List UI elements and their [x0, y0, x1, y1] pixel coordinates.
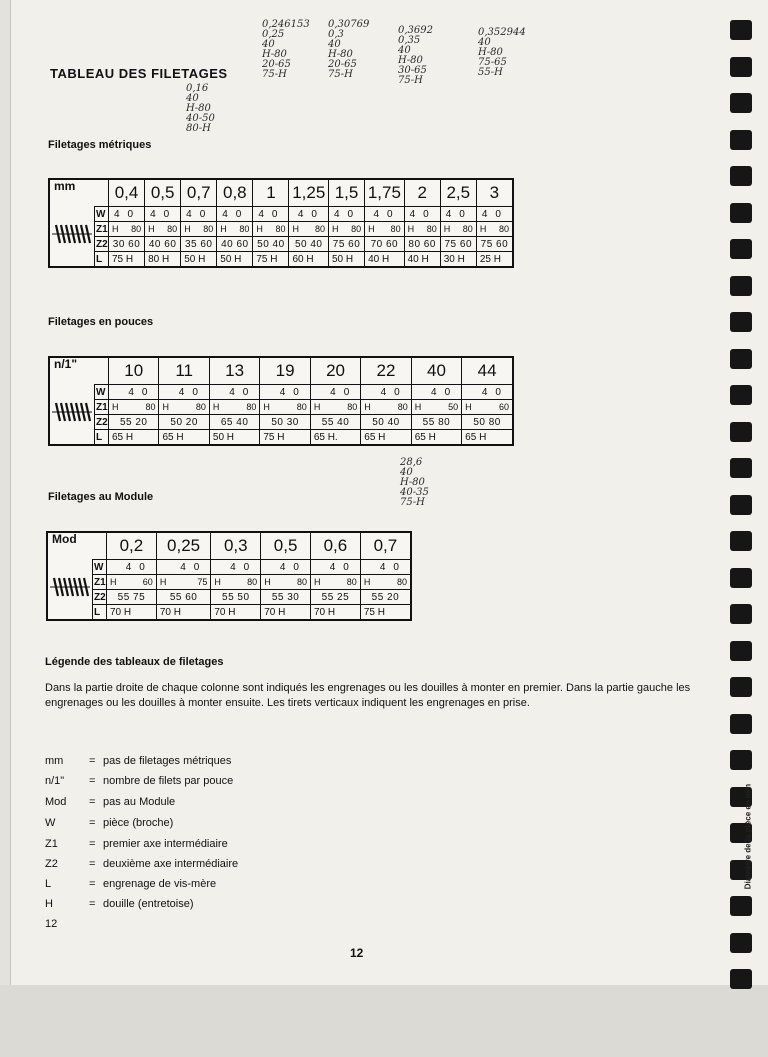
legend-key: W [45, 817, 56, 829]
gear-cell: 75 60 [440, 237, 476, 252]
handwritten-line: 0,352944 [478, 27, 526, 38]
handwritten-line: 40 [328, 39, 341, 50]
binding-coil [730, 349, 752, 369]
binding-coil [730, 422, 752, 442]
gear-cell: 25 H [476, 252, 513, 268]
handwritten-line: 0,25 [262, 29, 285, 40]
gear-value: 80 [397, 401, 408, 412]
handwritten-line: H-80 [328, 49, 353, 60]
pitch-header: 0,7 [360, 532, 411, 560]
gear-value: 80 [296, 401, 307, 412]
gear-cell [404, 222, 440, 237]
spacer-h: H [414, 401, 422, 412]
gear-cell: 55 25 [311, 590, 361, 605]
handwritten-line: 80-H [186, 123, 211, 134]
handwritten-note-5 [186, 84, 215, 134]
side-caption-text: Diamètre de la pièce en mm [743, 783, 753, 890]
gear-cell: 40 60 [145, 237, 181, 252]
gear-cell [217, 222, 253, 237]
unit-label: Mod [47, 532, 107, 560]
gear-cell: 40 [156, 560, 211, 575]
row-label: L [95, 252, 109, 268]
gear-cell: 55 20 [360, 590, 411, 605]
handwritten-line: H-80 [186, 103, 211, 114]
gear-cell [159, 400, 209, 415]
module-table [46, 531, 412, 621]
gear-value: 80 [203, 223, 214, 234]
pitch-header: 10 [109, 357, 159, 385]
gear-cell [462, 400, 513, 415]
gear-cell: 40 [261, 560, 311, 575]
gear-cell: 50 40 [361, 415, 411, 430]
pitch-header: 20 [310, 357, 360, 385]
gear-cell: 50 40 [253, 237, 289, 252]
gear-cell [181, 222, 217, 237]
legend-key: n/1" [45, 775, 65, 787]
binding-coil [730, 969, 752, 989]
pitch-header: 22 [361, 357, 411, 385]
side-caption [738, 740, 754, 940]
gear-value: 80 [314, 223, 325, 234]
row-label: Z2 [96, 238, 108, 250]
spacer-h: H [443, 223, 451, 234]
scan-bottom-band [0, 985, 768, 1057]
gear-cell [211, 575, 261, 590]
handwritten-line: 0,30769 [328, 19, 370, 30]
gear-value: 80 [239, 223, 250, 234]
gear-cell [365, 222, 405, 237]
pitch-header: 3 [476, 179, 513, 207]
binding-coil [730, 93, 752, 113]
pitch-header: 11 [159, 357, 209, 385]
spacer-h: H [184, 223, 191, 234]
handwritten-line: 30-65 [398, 65, 427, 76]
gear-cell: 40 60 [217, 237, 253, 252]
pitch-header: 0,4 [109, 179, 145, 207]
pitch-header: 13 [209, 357, 259, 385]
pitch-header: 0,3 [211, 532, 261, 560]
gear-cell: 70 H [156, 605, 211, 621]
gear-cell: 65 40 [209, 415, 259, 430]
legend-value: deuxième axe intermédiaire [103, 858, 239, 870]
gear-cell: 40 [159, 385, 209, 400]
pitch-header: 0,5 [261, 532, 311, 560]
gear-cell: 70 H [311, 605, 361, 621]
page-edge [0, 0, 11, 1057]
spacer-h: H [112, 223, 119, 234]
gear-cell: 40 [365, 207, 405, 222]
spacer-h: H [332, 223, 339, 234]
legend-equals: = [89, 838, 96, 850]
gear-cell: 40 H [365, 252, 405, 268]
gear-cell: 55 60 [156, 590, 211, 605]
gear-cell [209, 400, 259, 415]
gear-cell: 80 H [145, 252, 181, 268]
handwritten-line: 75-65 [478, 57, 507, 68]
gear-cell: 40 [181, 207, 217, 222]
pitch-header: 1,75 [365, 179, 405, 207]
binding-coil [730, 57, 752, 77]
gear-cell: 65 H [361, 430, 411, 446]
handwritten-line: 40 [478, 37, 491, 48]
gear-cell: 30 60 [109, 237, 145, 252]
gear-cell: 40 H [404, 252, 440, 268]
pitch-header: 44 [462, 357, 513, 385]
spacer-h: H [110, 576, 117, 587]
pitch-header: 1,25 [289, 179, 329, 207]
row-label: Z2 [96, 416, 108, 428]
unit-label: n/1" [49, 357, 109, 385]
legend-heading: Légende des tableaux de filetages [45, 656, 224, 668]
handwritten-note-1 [262, 20, 310, 80]
binding-coil [730, 239, 752, 259]
legend-key: L [45, 878, 52, 890]
gear-cell [261, 575, 311, 590]
gear-cell: 55 20 [109, 415, 159, 430]
gear-cell [253, 222, 289, 237]
pitch-header: 1,5 [329, 179, 365, 207]
handwritten-line: 0,3692 [398, 25, 433, 36]
thread-spring-icon [47, 560, 93, 621]
pitch-header: 0,7 [181, 179, 217, 207]
gear-value: 50 [448, 401, 459, 412]
spacer-h: H [264, 576, 271, 587]
row-label: Z1 [94, 576, 106, 588]
row-label: Z1 [96, 401, 108, 413]
gear-value: 80 [498, 223, 509, 234]
gear-value: 60 [498, 401, 509, 412]
binding-coil [730, 203, 752, 223]
gear-cell: 55 80 [411, 415, 461, 430]
gear-cell: 40 [145, 207, 181, 222]
gear-cell: 70 H [211, 605, 261, 621]
spacer-h: H [212, 401, 220, 412]
gear-cell: 60 H [289, 252, 329, 268]
unit-label: mm [49, 179, 109, 207]
binding-coil [730, 20, 752, 40]
spacer-h: H [256, 223, 263, 234]
gear-cell: 70 H [261, 605, 311, 621]
binding-coil [730, 568, 752, 588]
gear-cell: 75 60 [476, 237, 513, 252]
gear-cell: 65 H. [310, 430, 360, 446]
handwritten-note-4 [478, 28, 526, 78]
legend-value: douille (entretoise) [103, 898, 194, 910]
legend-equals: = [89, 796, 96, 808]
gear-cell: 35 60 [181, 237, 217, 252]
gear-value: 80 [131, 223, 142, 234]
gear-cell [329, 222, 365, 237]
binding-coil [730, 166, 752, 186]
gear-value: 80 [396, 576, 407, 587]
legend-value: pas au Module [103, 796, 176, 808]
gear-cell: 40 [209, 385, 259, 400]
gear-cell [145, 222, 181, 237]
gear-cell: 40 [217, 207, 253, 222]
spacer-h: H [314, 576, 321, 587]
legend-equals: = [89, 898, 96, 910]
binding-coil [730, 130, 752, 150]
binding-coil [730, 604, 752, 624]
handwritten-line: 20-65 [262, 59, 291, 70]
spacer-h: H [364, 401, 371, 412]
legend-equals: = [89, 775, 96, 787]
gear-cell [311, 575, 361, 590]
gear-cell: 40 [109, 385, 159, 400]
legend-key: Z2 [45, 858, 58, 870]
page-number: 12 [350, 946, 364, 960]
gear-cell: 65 H [159, 430, 209, 446]
gear-value: 80 [246, 401, 257, 412]
legend-equals: = [89, 878, 96, 890]
gear-value: 80 [247, 576, 258, 587]
gear-cell: 40 [289, 207, 329, 222]
module-heading: Filetages au Module [48, 491, 154, 503]
gear-cell: 75 60 [329, 237, 365, 252]
gear-cell: 40 [109, 207, 145, 222]
handwritten-line: H-80 [398, 55, 423, 66]
pitch-header: 0,25 [156, 532, 211, 560]
handwritten-line: 75-H [400, 497, 425, 508]
gear-value: 80 [426, 223, 437, 234]
legend-paragraph: Dans la partie droite de chaque colonne sont indiqués les engrenages ou les douilles à monter en premier. Dans la partie gauche les engrenages ou les douilles à monter ensuite. Les tirets verticaux indiquent les engrenages en prise. [45, 682, 691, 709]
gear-value: 80 [275, 223, 286, 234]
gear-cell: 50 80 [462, 415, 513, 430]
binding-coil [730, 458, 752, 478]
page-title: TABLEAU DES FILETAGES [50, 66, 228, 81]
handwritten-line: 0,16 [186, 83, 209, 94]
gear-cell: 55 75 [107, 590, 157, 605]
handwritten-line: 40 [400, 467, 413, 478]
row-label: W [93, 560, 107, 575]
binding-coil [730, 312, 752, 332]
gear-cell: 65 H [462, 430, 513, 446]
handwritten-line: 28,6 [400, 457, 423, 468]
gear-cell [310, 400, 360, 415]
gear-cell: 40 [329, 207, 365, 222]
gear-cell: 40 [361, 385, 411, 400]
metric-heading: Filetages métriques [48, 139, 152, 151]
handwritten-line: H-80 [478, 47, 503, 58]
gear-cell: 55 50 [211, 590, 261, 605]
gear-cell: 40 [404, 207, 440, 222]
handwritten-note-6 [400, 458, 429, 508]
gear-cell [109, 400, 159, 415]
binding-coil [730, 495, 752, 515]
pitch-header: 2,5 [440, 179, 476, 207]
gear-cell: 40 [462, 385, 513, 400]
pitch-header: 0,6 [311, 532, 361, 560]
gear-cell [260, 400, 310, 415]
handwritten-note-2 [328, 20, 369, 80]
legend-equals: = [89, 755, 96, 767]
gear-cell: 40 [107, 560, 157, 575]
spacer-h: H [479, 223, 487, 234]
handwritten-line: 40-35 [400, 487, 429, 498]
pitch-header: 19 [260, 357, 310, 385]
handwritten-line: 0,246153 [262, 19, 310, 30]
spacer-h: H [214, 576, 221, 587]
gear-cell: 80 60 [404, 237, 440, 252]
handwritten-line: H-80 [262, 49, 287, 60]
spacer-h: H [292, 223, 299, 234]
row-label: W [95, 385, 109, 400]
handwritten-line: 0,35 [398, 35, 421, 46]
pitch-header: 2 [404, 179, 440, 207]
binding-coil [730, 385, 752, 405]
handwritten-line: 75-H [262, 69, 287, 80]
gear-cell: 40 [311, 560, 361, 575]
binding-coil [730, 641, 752, 661]
gear-value: 80 [462, 223, 473, 234]
gear-cell: 70 H [107, 605, 157, 621]
gear-cell: 50 H [217, 252, 253, 268]
gear-cell: 65 H [411, 430, 461, 446]
row-label: L [93, 605, 107, 621]
page-number-left: 12 [45, 918, 58, 930]
gear-cell: 70 60 [365, 237, 405, 252]
gear-cell [360, 575, 411, 590]
gear-cell: 75 H [109, 252, 145, 268]
legend-value: nombre de filets par pouce [103, 775, 234, 787]
metric-table [48, 178, 514, 268]
gear-value: 80 [390, 223, 401, 234]
legend-value: engrenage de vis-mère [103, 878, 217, 890]
pitch-header: 40 [411, 357, 461, 385]
pitch-header: 1 [253, 179, 289, 207]
spacer-h: H [363, 576, 371, 587]
gear-cell [109, 222, 145, 237]
gear-value: 80 [145, 401, 156, 412]
gear-cell: 55 40 [310, 415, 360, 430]
gear-cell: 50 30 [260, 415, 310, 430]
gear-cell: 75 H [360, 605, 411, 621]
row-label: L [95, 430, 109, 446]
gear-cell: 50 40 [289, 237, 329, 252]
legend-equals: = [89, 858, 96, 870]
legend-key: Mod [45, 796, 67, 808]
gear-value: 80 [296, 576, 307, 587]
inch-heading: Filetages en pouces [48, 316, 154, 328]
gear-cell: 40 [211, 560, 261, 575]
gear-cell: 50 H [181, 252, 217, 268]
spacer-h: H [313, 401, 321, 412]
gear-cell: 65 H [109, 430, 159, 446]
gear-value: 80 [195, 401, 206, 412]
gear-cell: 40 [310, 385, 360, 400]
binding-coil [730, 714, 752, 734]
binding-coil [730, 677, 752, 697]
gear-cell [411, 400, 461, 415]
handwritten-line: 40-50 [186, 113, 215, 124]
gear-cell: 75 H [260, 430, 310, 446]
spacer-h: H [112, 401, 119, 412]
pitch-header: 0,8 [217, 179, 253, 207]
gear-cell [361, 400, 411, 415]
spacer-h: H [263, 401, 270, 412]
gear-cell: 50 H [209, 430, 259, 446]
gear-cell: 40 [476, 207, 513, 222]
gear-cell: 75 H [253, 252, 289, 268]
gear-cell: 55 30 [261, 590, 311, 605]
row-label: Z1 [96, 223, 108, 235]
gear-cell: 40 [360, 560, 411, 575]
handwritten-line: 55-H [478, 67, 503, 78]
gear-value: 80 [346, 576, 357, 587]
pitch-header: 0,5 [145, 179, 181, 207]
spacer-h: H [465, 401, 472, 412]
spacer-h: H [368, 223, 375, 234]
row-label: Z2 [94, 591, 106, 603]
spacer-h: H [159, 576, 167, 587]
handwritten-line: 20-65 [328, 59, 357, 70]
handwritten-line: 75-H [398, 75, 423, 86]
gear-cell: 40 [411, 385, 461, 400]
gear-cell: 50 20 [159, 415, 209, 430]
spacer-h: H [148, 223, 155, 234]
gear-value: 75 [197, 576, 208, 587]
gear-cell [476, 222, 513, 237]
inch-table [48, 356, 514, 446]
gear-cell: 30 H [440, 252, 476, 268]
binding-coil [730, 276, 752, 296]
gear-value: 60 [142, 576, 153, 587]
gear-cell: 40 [260, 385, 310, 400]
binding-coil [730, 531, 752, 551]
thread-spring-icon [49, 207, 95, 268]
gear-cell [440, 222, 476, 237]
handwritten-note-3 [398, 26, 433, 86]
gear-value: 80 [347, 401, 358, 412]
spacer-h: H [220, 223, 227, 234]
gear-cell [156, 575, 211, 590]
spacer-h: H [162, 401, 169, 412]
handwritten-line: 0,3 [328, 29, 344, 40]
handwritten-line: 40 [262, 39, 275, 50]
gear-cell [289, 222, 329, 237]
legend-key: H [45, 898, 53, 910]
thread-spring-icon [49, 385, 95, 446]
legend-value: pièce (broche) [103, 817, 174, 829]
legend-value: pas de filetages métriques [103, 755, 232, 767]
pitch-header: 0,2 [107, 532, 157, 560]
spacer-h: H [407, 223, 415, 234]
gear-cell: 40 [253, 207, 289, 222]
handwritten-line: H-80 [400, 477, 425, 488]
gear-cell: 50 H [329, 252, 365, 268]
gear-value: 80 [167, 223, 178, 234]
legend-equals: = [89, 817, 96, 829]
row-label: W [95, 207, 109, 222]
gear-cell: 40 [440, 207, 476, 222]
handwritten-line: 40 [398, 45, 411, 56]
legend-key: Z1 [45, 838, 58, 850]
gear-value: 80 [351, 223, 362, 234]
handwritten-line: 40 [186, 93, 199, 104]
legend-key: mm [45, 755, 64, 767]
legend-value: premier axe intermédiaire [103, 838, 228, 850]
handwritten-line: 75-H [328, 69, 353, 80]
gear-cell [107, 575, 157, 590]
